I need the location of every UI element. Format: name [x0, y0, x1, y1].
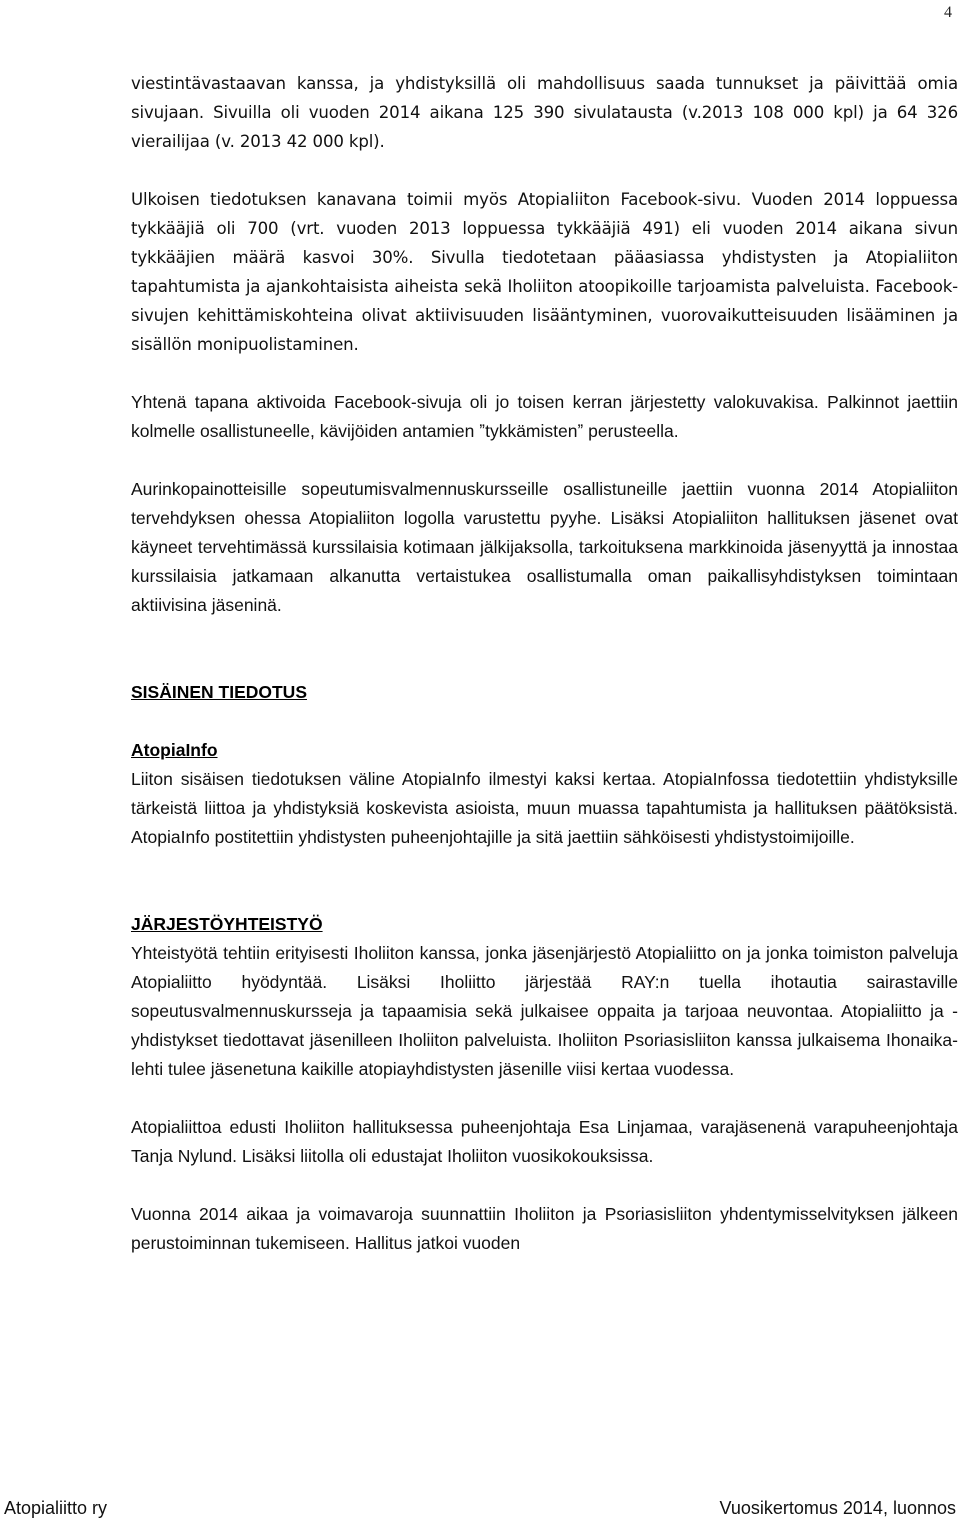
subheading-atopiainfo: AtopiaInfo	[131, 740, 218, 760]
paragraph-representatives: Atopialiittoa edusti Iholiiton hallituksessa puheenjohtaja Esa Linjamaa, varajäsenenä varapuheenjohtaja Tanja Nylund. Lisäksi liitolla oli edustajat Iholiiton vuosikokouksissa.	[131, 1117, 958, 1166]
document-body	[131, 69, 958, 1258]
footer-organization: Atopialiitto ry	[4, 1498, 108, 1518]
section-heading-organization-cooperation: JÄRJESTÖYHTEISTYÖ	[131, 914, 323, 934]
spacer	[131, 156, 958, 185]
spacer	[131, 359, 958, 388]
spacer	[131, 852, 958, 910]
paragraph-atopiainfo: Liiton sisäisen tiedotuksen väline AtopiaInfo ilmestyi kaksi kertaa. AtopiaInfossa tiedotettiin yhdistyksille tärkeistä liittoa ja yhdistyksiä koskevista asioista, muun muassa tapahtumista ja hallituksen päätöksistä. AtopiaInfo postitettiin yhdistysten puheenjohtajille ja sitä jaettiin sähköisesti yhdistystoimijoille.	[131, 769, 958, 847]
paragraph-iholiitto-cooperation: Yhteistyötä tehtiin erityisesti Iholiiton kanssa, jonka jäsenjärjestö Atopialiitto on ja jonka toimiston palveluja Atopialiitto hyödyntää. Lisäksi Iholiitto järjestää RAY:n tuella ihotautia sairastaville sopeutusvalmennuskursseja ja tapaamisia sekä julkaisee oppaita ja tarjoaa neuvontaa. Atopialiitto ja -yhdistykset tiedottavat jäsenilleen Iholiiton palveluista. Iholiiton Psoriasisliiton kanssa julkaisema Ihonaika-lehti tulee jäsenetuna kaikille atopiayhdistysten jäsenille viisi kertaa vuodessa.	[131, 943, 958, 1079]
paragraph-photo-contest: Yhtenä tapana aktivoida Facebook-sivuja oli jo toisen kerran järjestetty valokuvakisa. Palkinnot jaettiin kolmelle osallistuneelle, kävijöiden antamien ˮtykkämistenˮ perusteella.	[131, 392, 958, 441]
spacer	[131, 1084, 958, 1113]
spacer	[131, 707, 958, 736]
footer-document-title: Vuosikertomus 2014, luonnos	[719, 1498, 956, 1518]
paragraph-facebook-likes	[131, 185, 958, 359]
spacer	[131, 446, 958, 475]
spacer	[131, 620, 958, 678]
page-number: 4	[944, 4, 952, 21]
paragraph-integration: Vuonna 2014 aikaa ja voimavaroja suunnattiin Iholiiton ja Psoriasisliiton yhdentymisselvityksen jälkeen perustoiminnan tukemiseen. Hallitus jatkoi vuoden	[131, 1204, 958, 1253]
facebook-likes-text: Ulkoisen tiedotuksen kanavana toimii myös Atopialiiton Facebook-sivu. Vuoden 2014 loppuessa tykkääjiä oli 700 (vrt. vuoden 2013 loppuessa tykkääjiä 491) eli vuoden 2014 aikana sivun tykkääjien määrä kasvoi 30%.	[131, 190, 958, 267]
paragraph-website-stats: viestintävastaavan kanssa, ja yhdistyksillä oli mahdollisuus saada tunnukset ja päivittää omia sivujaan. Sivuilla oli vuoden 2014 aikana 125 390 sivulatausta (v.2013 108 000 kpl) ja 64 326 vierailijaa (v. 2013 42 000 kpl).	[131, 74, 958, 151]
spacer	[131, 1171, 958, 1200]
section-heading-internal-communication: SISÄINEN TIEDOTUS	[131, 682, 307, 702]
paragraph-towel-gift: Aurinkopainotteisille sopeutumisvalmennuskursseille osallistuneille jaettiin vuonna 2014 Atopialiiton tervehdyksen ohessa Atopialiiton logolla varustettu pyyhe. Lisäksi Atopialiiton hallituksen jäsenet ovat käyneet tervehtimässä kurssilaisia kotimaan jälkijaksolla, tarkoituksena markkinoida jäsenyyttä ja innostaa kurssilaisia jatkamaan alkanutta vertaistukea osallistumalla oman paikallisyhdistyksen toimintaan aktiivisina jäseninä.	[131, 479, 958, 615]
facebook-content-text: Sivulla tiedotetaan pääasiassa yhdistysten ja Atopialiiton tapahtumista ja ajankohtaisista aiheista sekä Iholiiton atoopikoille tarjoamista palveluista. Facebook-sivujen kehittämiskohteina olivat aktiivisuuden lisääntyminen, vuorovaikutteisuuden lisääminen ja sisällön monipuolistaminen.	[131, 248, 958, 354]
